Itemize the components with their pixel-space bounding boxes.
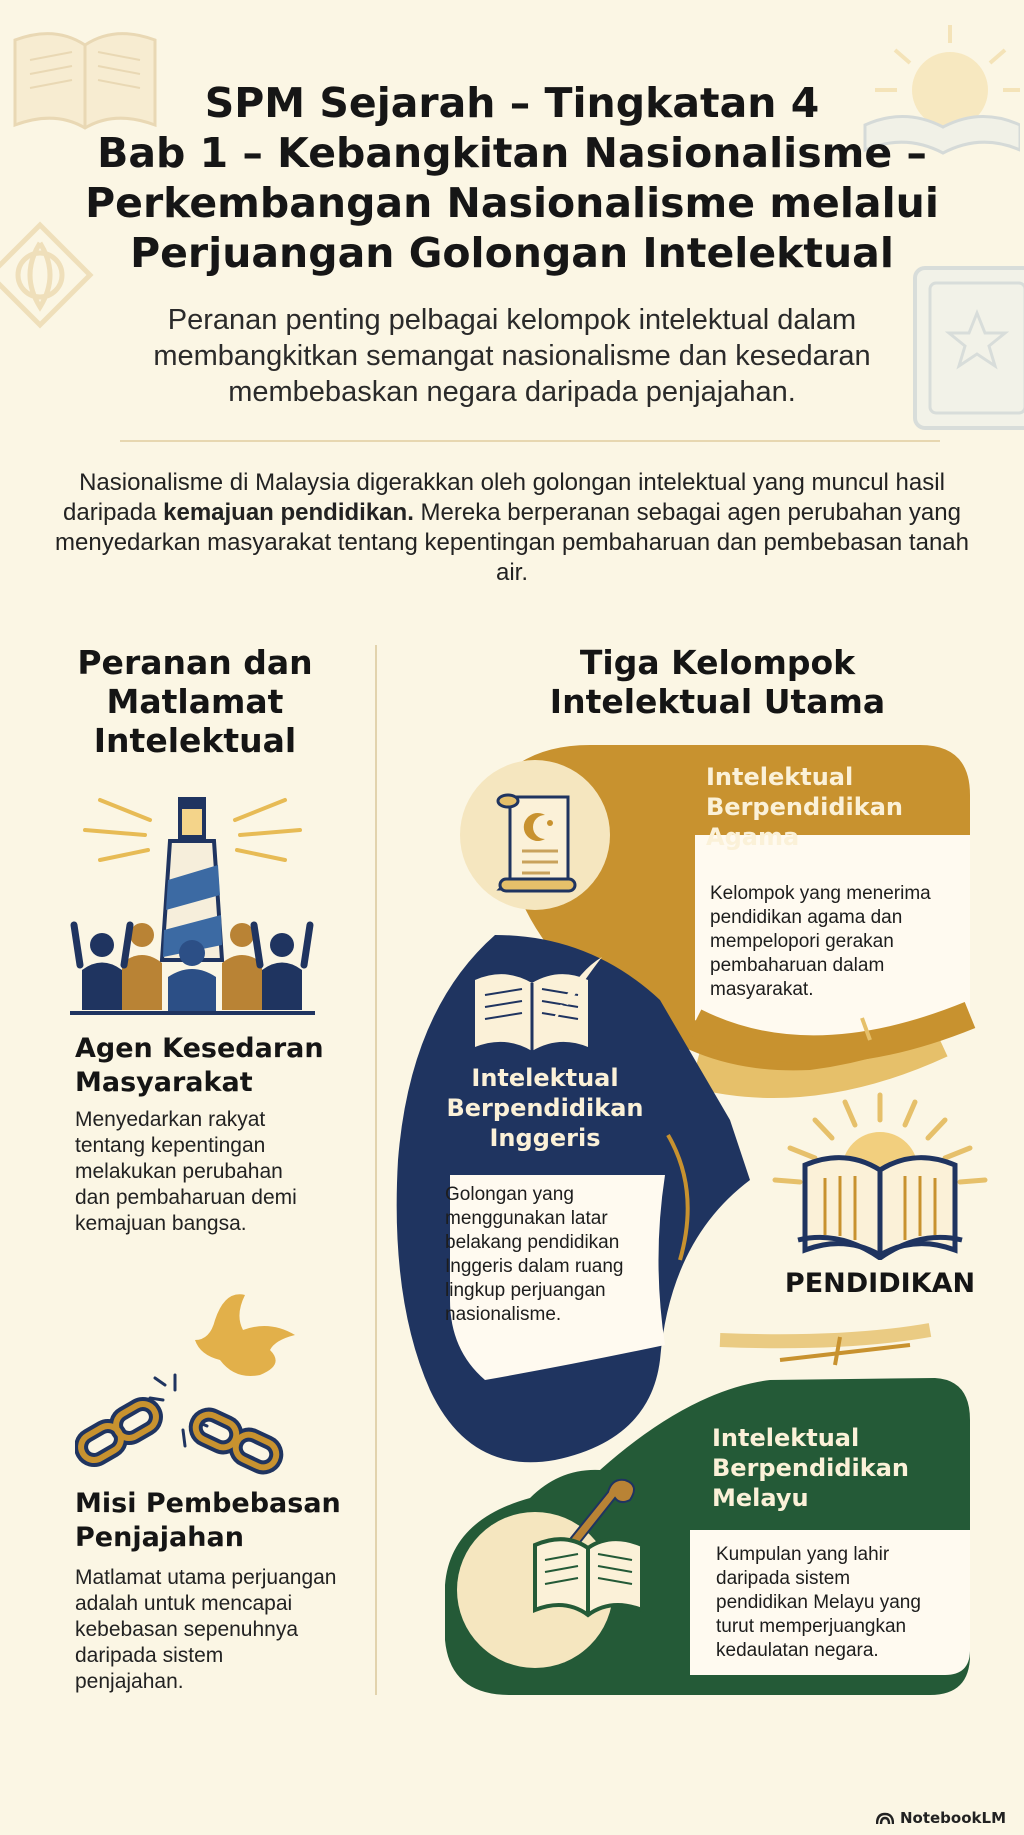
notebooklm-logo-icon — [876, 1811, 894, 1825]
header-divider — [120, 440, 940, 442]
page-title: SPM Sejarah – Tingkatan 4 Bab 1 – Kebangkitan Nasionalisme – Perkembangan Nasionalisme melalui Perjuangan Golongan Intelektual — [85, 79, 939, 277]
card-title-inggeris: Intelektual Berpendidikan Inggeris — [446, 1064, 644, 1152]
keris-book-icon — [530, 1470, 650, 1630]
role-text-misi-pembebasan: Matlamat utama perjuangan adalah untuk mencapai kebebasan sepenuhnya daripada sistem penjajahan. — [75, 1566, 337, 1693]
lighthouse-crowd-icon — [70, 785, 315, 1015]
page-subtitle: Peranan penting pelbagai kelompok intelektual dalam membangkitkan semangat nasionalisme dan kesedaran membebaskan negara daripada penjajahan. — [153, 304, 871, 408]
card-title-agama: Intelektual Berpendidikan Agama — [706, 763, 904, 851]
intro-paragraph: Nasionalisme di Malaysia digerakkan oleh golongan intelektual yang muncul hasil daripada kemajuan pendidikan. Mereka berperanan sebagai agen perubahan yang menyedarkan masyarakat tentang kepentingan pembaharuan dan pembebasan tanah air. — [55, 469, 969, 586]
quran-decoration-icon — [905, 258, 1024, 438]
card-text-inggeris: Golongan yang menggunakan latar belakang pendidikan Inggeris dalam ruang lingkup perjuangan nasionalisme. — [445, 1184, 624, 1325]
card-text-melayu: Kumpulan yang lahir daripada sistem pendidikan Melayu yang turut memperjuangkan kedaulatan negara. — [716, 1544, 921, 1661]
column-divider — [375, 645, 377, 1695]
book-quill-icon — [470, 955, 605, 1055]
card-text-agama: Kelompok yang menerima pendidikan agama dan mempelopori gerakan pembaharuan dalam masyarakat. — [710, 883, 931, 1000]
sun-open-book-icon — [770, 1090, 990, 1260]
intro-emphasis: kemajuan pendidikan. — [163, 499, 414, 526]
scroll-crescent-icon — [490, 787, 585, 897]
right-section-heading: Tiga Kelompok Intelektual Utama — [549, 643, 886, 721]
role-text-agen-kesedaran: Menyedarkan rakyat tentang kepentingan melakukan perubahan dan pembaharuan demi kemajuan bangsa. — [75, 1108, 297, 1235]
role-title-agen-kesedaran: Agen Kesedaran Masyarakat — [75, 1033, 324, 1098]
role-title-misi-pembebasan: Misi Pembebasan Penjajahan — [75, 1488, 341, 1553]
card-title-melayu: Intelektual Berpendidikan Melayu — [712, 1424, 910, 1512]
brand-watermark: NotebookLM — [876, 1809, 1006, 1827]
broken-chain-dove-icon — [75, 1290, 310, 1475]
center-label-pendidikan: PENDIDIKAN — [784, 1268, 976, 1299]
left-section-heading: Peranan dan Matlamat Intelektual — [77, 643, 313, 760]
